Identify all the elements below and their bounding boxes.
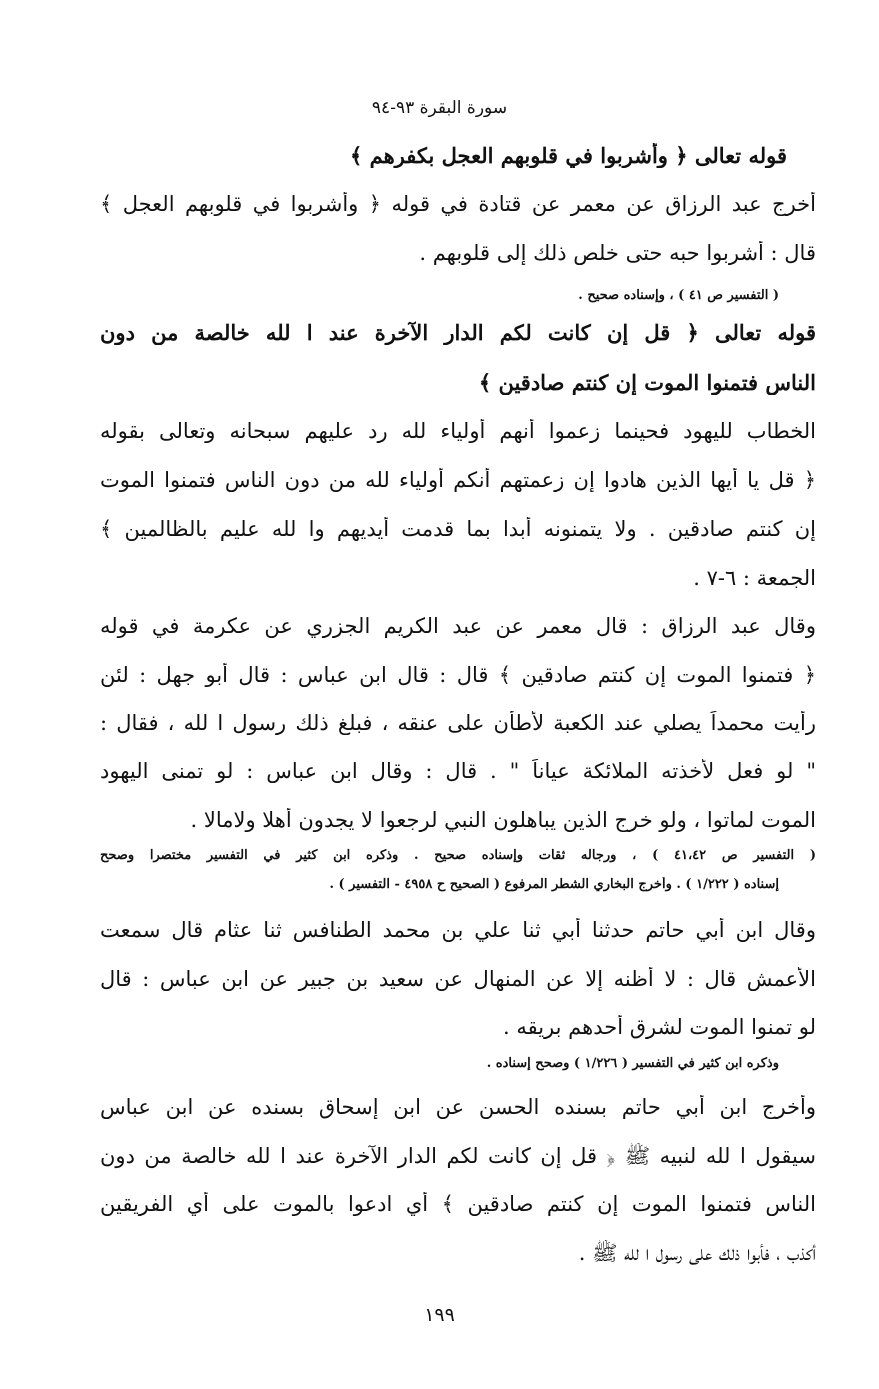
text-line: إن كنتم صادقين . ولا يتمنونه أبدا بما قدمت أيديهم وا لله عليم بالظالمين ﴾ [100, 517, 816, 541]
text-line: أخرج عبد الرزاق عن معمر عن قتادة في قوله ﴿ وأشربوا في قلوبهم العجل ﴾ [100, 192, 816, 216]
text-line: الناس فتمنوا الموت إن كنتم صادقين ﴾ أي ادعوا بالموت على أي الفريقين [100, 1192, 816, 1216]
footnote-line: ( التفسير ص ٤١ ) ، وإسناده صحيح . [578, 288, 779, 303]
text-line: " لو فعل لأخذته الملائكة عياناً " . قال : وقال ابن عباس : لو تمنى اليهود [100, 759, 816, 783]
text-line: الجمعة : ٦-٧ . [693, 566, 816, 590]
text-line: الموت لماتوا ، ولو خرج الذين يباهلون النبي لرجعوا لا يجدون أهلا ولامالا . [190, 808, 816, 832]
text-line: وأخرج ابن أبي حاتم بسنده الحسن عن ابن إسحاق بسنده عن ابن عباس [100, 1095, 816, 1119]
verse-heading: قوله تعالى ﴿ وأُشربوا في قلوبهم العجل بكفرهم ﴾ [349, 143, 787, 168]
footnote-line: إسناده ( ١/٢٢٢ ) . وأخرج البخاري الشطر المرفوع ( الصحيح ح ٤٩٥٨ - التفسير ) . [329, 877, 779, 892]
text-line: أكذب ، فأبوا ذلك على رسول ا لله ﷺ . [578, 1241, 816, 1265]
footnote-line: ( التفسير ص ٤١،٤٢ ) ، ورجاله ثقات وإسناده صحيح . وذكره ابن كثير في التفسير مختصرا وصحح [100, 848, 816, 863]
text-line: الخطاب لليهود فحينما زعموا أنهم أولياء لله رد عليهم سبحانه وتعالى بقوله [100, 419, 816, 443]
verse-heading: الناس فتمنوا الموت إن كنتم صادقين ﴾ [478, 370, 816, 395]
text-line: قال : أشربوا حبه حتى خلص ذلك إلى قلوبهم . [419, 241, 816, 265]
footnote-line: وذكره ابن كثير في التفسير ( ١/٢٢٦ ) وصحح إسناده . [486, 1056, 779, 1071]
text-line: ﴿ فتمنوا الموت إن كنتم صادقين ﴾ قال : قال ابن عباس : قال أبو جهل : لئن [100, 663, 816, 687]
text-line: لو تمنوا الموت لشرق أحدهم بريقه . [502, 1015, 816, 1039]
text-line: وقال ابن أبي حاتم حدثنا أبي ثنا علي بن محمد الطنافس ثنا عثام قال سمعت [100, 918, 816, 942]
text-line: وقال عبد الرزاق : قال معمر عن عبد الكريم الجزري عن عكرمة في قوله [100, 614, 816, 638]
text-line: الأعمش قال : لا أظنه إلا عن المنهال عن سعيد بن جبير عن ابن عباس : قال [100, 967, 816, 991]
page-number: ١٩٩ [424, 1304, 455, 1326]
text-line: سيقول ا لله لنبيه ﷺ ﴿ قل إن كانت لكم الدار الآخرة عند ا لله خالصة من دون [100, 1144, 816, 1168]
text-line: ﴿ قل يا أيها الذين هادوا إن زعمتهم أنكم أولياء لله من دون الناس فتمنوا الموت [100, 468, 816, 492]
text-line: رأيت محمداً يصلي عند الكعبة لأطأن على عنقه ، فبلغ ذلك رسول ا لله ، فقال : [100, 711, 816, 735]
page-header: سورة البقرة ٩٣-٩٤ [371, 98, 508, 118]
verse-heading: قوله تعالى ﴿ قل إن كانت لكم الدار الآخرة عند ا لله خالصة من دون [100, 320, 816, 345]
